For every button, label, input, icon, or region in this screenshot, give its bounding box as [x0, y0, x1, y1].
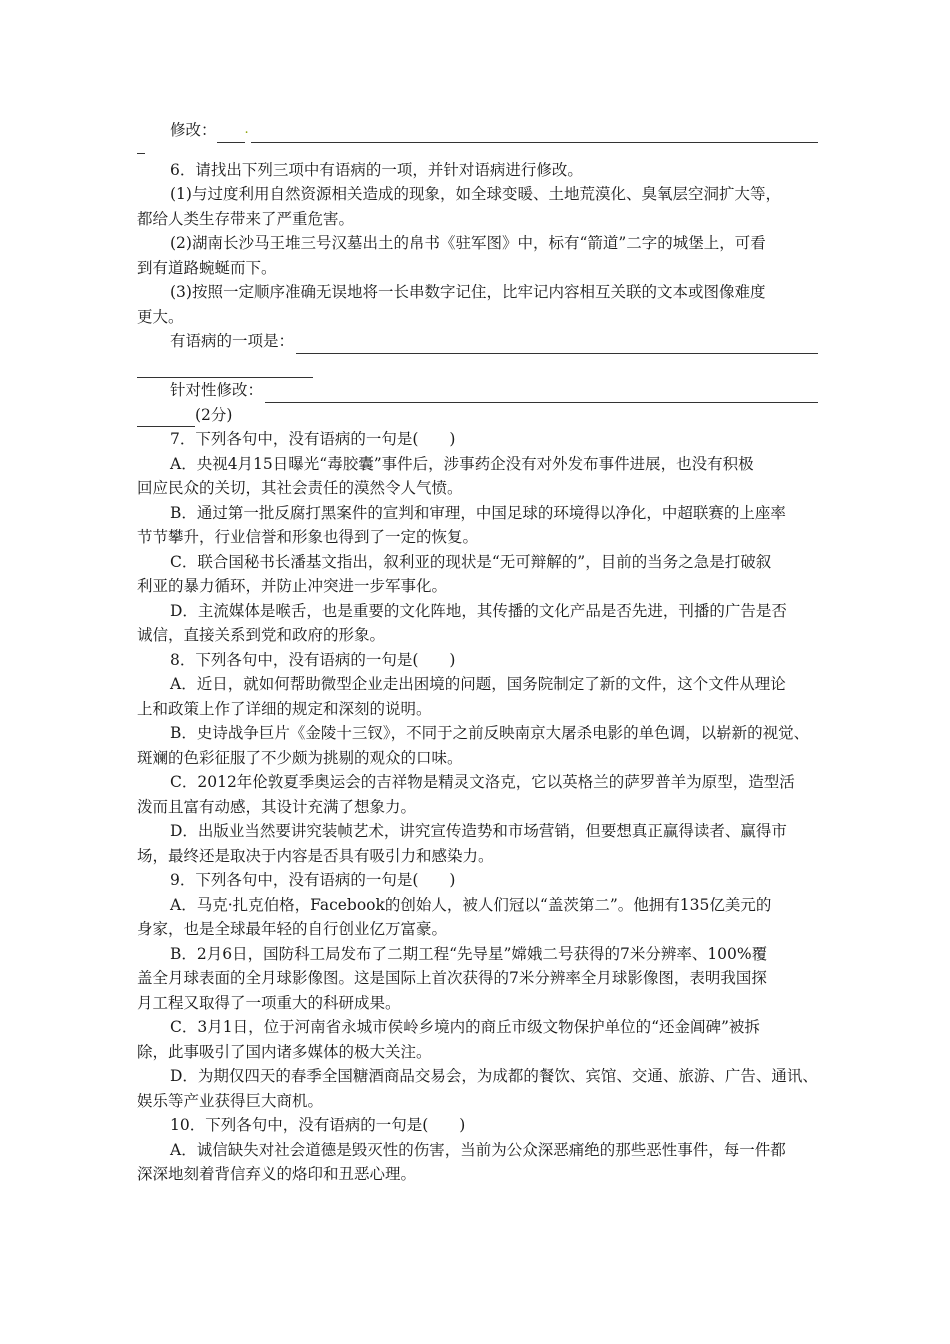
- option-line: D．主流媒体是喉舌，也是重要的文化阵地，其传播的文化产品是否先进，刊播的广告是否: [170, 601, 787, 620]
- question-stem: 7．下列各句中，没有语病的一句是( ): [170, 430, 456, 448]
- q6-score: (2分): [195, 405, 233, 424]
- option-line: C．3月1日，位于河南省永城市侯岭乡境内的商丘市级文物保护单位的“还金阊碑”被拆: [170, 1018, 760, 1036]
- q6-answer-label: 有语病的一项是：: [170, 332, 295, 350]
- option-line: 回应民众的关切，其社会责任的漠然令人气愤。: [137, 479, 463, 497]
- option-line: 除，此事吸引了国内诸多媒体的极大关注。: [137, 1042, 432, 1061]
- option-c[interactable]: [137, 550, 818, 599]
- option-line: 场，最终还是取决于内容是否具有吸引力和感染力。: [137, 846, 494, 865]
- option-line: 盖全月球表面的全月球影像图。这是国际上首次获得的7米分辨率全月球影像图，表明我国探: [137, 969, 767, 987]
- option-line: D．为期仅四天的春季全国糖酒商品交易会，为成都的餐饮、宾馆、交通、旅游、广告、通讯、: [170, 1067, 818, 1085]
- q6-fix-blank[interactable]: [265, 385, 818, 403]
- option-line: D．出版业当然要讲究装帧艺术，讲究宣传造势和市场营销，但要想真正赢得读者、赢得市: [170, 822, 787, 840]
- question-stem: 10．下列各句中，没有语病的一句是( ): [170, 1116, 466, 1134]
- q6-answer-blank[interactable]: [296, 336, 818, 354]
- question-9: [137, 868, 818, 1113]
- q6-item-2: [137, 231, 818, 280]
- option-d[interactable]: [137, 819, 818, 868]
- option-c[interactable]: [137, 770, 818, 819]
- option-line: B．通过第一批反腐打黑案件的宣判和审理，中国足球的环境得以净化，中超联赛的上座率: [170, 503, 786, 522]
- q6-fix-row: [137, 378, 818, 403]
- question-7: [137, 427, 818, 648]
- q6-answer-row: [137, 329, 818, 354]
- q5-fix-dot: .: [244, 122, 249, 137]
- q5-fix-row: [137, 118, 818, 143]
- option-line: C．2012年伦敦夏季奥运会的吉祥物是精灵文洛克，它以英格兰的萨罗普羊为原型，造型活: [170, 773, 795, 791]
- q6-item-line: 更大。: [137, 307, 184, 326]
- q6-stem: 6．请找出下列三项中有语病的一项，并针对语病进行修改。: [170, 160, 583, 179]
- q6-item-1: [137, 182, 818, 231]
- option-line: 节节攀升，行业信誉和形象也得到了一定的恢复。: [137, 528, 479, 546]
- option-line: 深深地刻着背信弃义的烙印和丑恶心理。: [137, 1165, 417, 1183]
- q5-fix-blank-a[interactable]: [217, 125, 245, 143]
- q6-fix-label: 针对性修改：: [170, 381, 264, 399]
- q6-item-line: (1)与过度利用自然资源相关造成的现象，如全球变暖、土地荒漠化、臭氧层空洞扩大等，: [170, 185, 781, 203]
- q6-fix-continuation: [137, 403, 818, 428]
- option-line: 月工程又取得了一项重大的科研成果。: [137, 993, 401, 1012]
- q6-fix-blank-2[interactable]: [137, 409, 195, 427]
- option-line: A．诚信缺失对社会道德是毁灭性的伤害，当前为公众深恶痛绝的那些恶性事件，每一件都: [170, 1140, 786, 1159]
- option-b[interactable]: [137, 501, 818, 550]
- option-c[interactable]: [137, 1015, 818, 1064]
- q6-item-line: 都给人类生存带来了严重危害。: [137, 209, 355, 228]
- option-b[interactable]: [137, 721, 818, 770]
- question-10: [137, 1113, 818, 1187]
- option-a[interactable]: [137, 672, 818, 721]
- option-line: 娱乐等产业获得巨大商机。: [137, 1091, 324, 1110]
- option-a[interactable]: [137, 893, 818, 942]
- option-line: C．联合国秘书长潘基文指出，叙利亚的现状是“无可辩解的”，目前的当务之急是打破叙: [170, 552, 772, 571]
- question-stem: 8．下列各句中，没有语病的一句是( ): [170, 650, 456, 669]
- option-line: 泼而且富有动感，其设计充满了想象力。: [137, 797, 417, 816]
- option-line: A．马克·扎克伯格，Facebook的创始人，被人们冠以“盖茨第二”。他拥有135亿美元的: [170, 895, 772, 914]
- q5-fix-continuation: [137, 143, 145, 154]
- q6-item-3: [137, 280, 818, 329]
- option-line: B．2月6日，国防科工局发布了二期工程“先导星”嫦娥二号获得的7米分辨率、100%覆: [170, 944, 768, 963]
- option-line: A．近日，就如何帮助微型企业走出困境的问题，国务院制定了新的文件，这个文件从理论: [170, 675, 786, 693]
- q6-item-line: (2)湖南长沙马王堆三号汉墓出土的帛书《驻军图》中，标有“箭道”二字的城堡上，可看: [170, 234, 766, 252]
- option-line: 利亚的暴力循环，并防止冲突进一步军事化。: [137, 577, 448, 595]
- option-a[interactable]: [137, 1138, 818, 1187]
- option-a[interactable]: [137, 452, 818, 501]
- option-line: 诚信，直接关系到党和政府的形象。: [137, 626, 386, 644]
- option-d[interactable]: [137, 1064, 818, 1113]
- q6-answer-continuation: [137, 354, 818, 379]
- q6-answer-blank-2[interactable]: [137, 360, 313, 378]
- question-8: [137, 648, 818, 869]
- option-line: 上和政策上作了详细的规定和深刻的说明。: [137, 699, 432, 718]
- q6-item-line: 到有道路蜿蜒而下。: [137, 258, 277, 277]
- option-line: 斑斓的色彩征服了不少颇为挑剔的观众的口味。: [137, 748, 463, 767]
- option-line: A．央视4月15日曝光“毒胶囊”事件后，涉事药企没有对外发布事件进展，也没有积极: [170, 454, 754, 473]
- option-b[interactable]: [137, 942, 818, 1016]
- option-line: 身家，也是全球最年轻的自行创业亿万富豪。: [137, 920, 448, 938]
- q5-fix-blank-b[interactable]: [251, 125, 818, 143]
- option-line: B．史诗战争巨片《金陵十三钗》，不同于之前反映南京大屠杀电影的单色调，以崭新的视觉、: [170, 724, 810, 742]
- q5-fix-label: 修改：: [170, 121, 217, 139]
- option-d[interactable]: [137, 599, 818, 648]
- question-stem: 9．下列各句中，没有语病的一句是( ): [170, 871, 456, 889]
- q6-item-line: (3)按照一定顺序准确无误地将一长串数字记住，比牢记内容相互关联的文本或图像难度: [170, 283, 766, 301]
